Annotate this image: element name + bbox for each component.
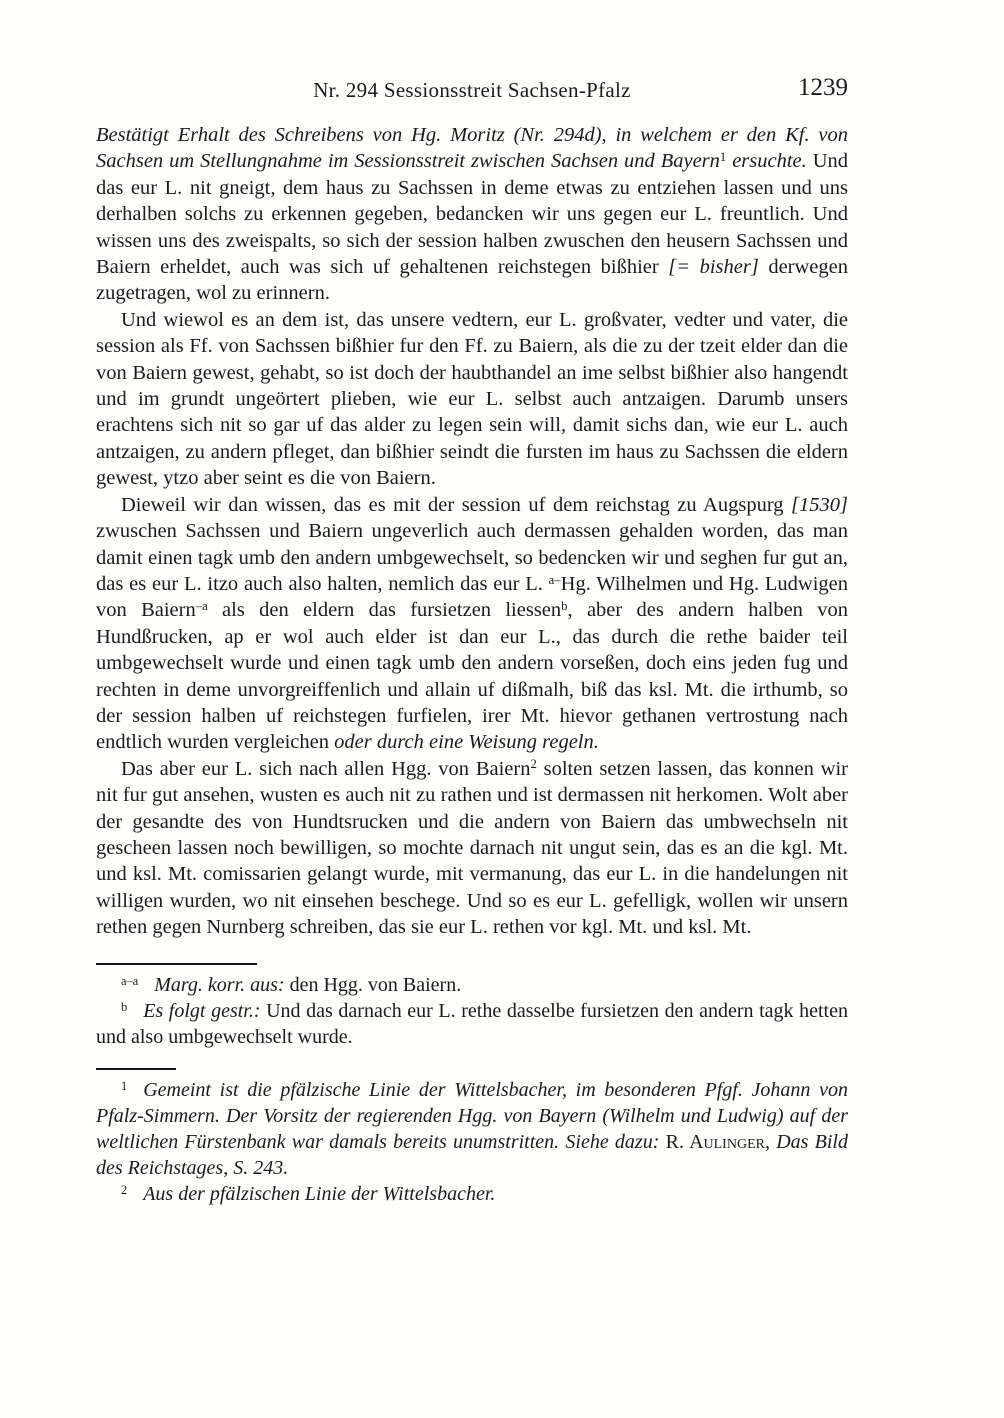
text-segment: den Hgg. von Baiern. xyxy=(284,973,462,996)
text-segment: Das Bild des Reichstages, S. 243. xyxy=(96,1130,848,1179)
paragraph xyxy=(96,756,848,941)
apparatus-marker: b xyxy=(121,1000,128,1015)
text-segment: [1530] xyxy=(791,493,848,516)
text-segment: oder durch eine Weisung regeln. xyxy=(334,731,599,754)
footnote-marker: a– xyxy=(548,572,561,587)
footnote-marker: –a xyxy=(195,598,208,613)
text-segment: solten setzen lassen, das konnen wir nit fur gut ansehen, wusten es auch nit zu rathen und ist dermassen nit herkomen. Wolt aber der gesandte des von Hundtsrucken und die andern von Baiern das umbwechseln nit gescheen lassen noch bewilligen, so mochte darnach nit ungut sein, das es an die kgl. Mt. und ksl. Mt. comissarien gelangt wurde, mit vermanung, das eur L. in die handelungen nit willigen wurden, wo nit einsehen beschege. Und so es eur L. gefelligk, wollen wir unsern rethen gegen Nurnberg schreiben, das sie eur L. rethen vor kgl. Mt. und ksl. Mt. xyxy=(96,757,848,939)
running-header xyxy=(96,74,848,122)
text-segment: Bestätigt Erhalt des Schreibens von Hg. Moritz (Nr. 294d), in welchem er den Kf. von Sachsen um Stellungnahme im Sessionsstreit zwischen Sachsen und Bayern xyxy=(96,124,848,173)
footnote-entries xyxy=(96,1077,848,1207)
apparatus-section xyxy=(96,963,848,1050)
text-segment: derwegen zugetragen, wol zu erinnern. xyxy=(96,256,849,305)
text-segment: ersuchte. xyxy=(726,150,807,173)
text-segment: Und das eur L. nit gneigt, dem haus zu Sachssen in deme etwas zu entziehen lassen und uns derhalben solchs zu erkennen gegeben, bedancken wir uns gegen eur L. freuntlich. Und wissen uns des zweispalts, so sich der session halben zwuschen den heusern Sachssen und Baiern erheldet, auch was sich uf gehaltenen reichstegen bißhier xyxy=(96,150,849,279)
note-entry xyxy=(96,1181,848,1207)
paragraph xyxy=(96,307,848,492)
apparatus-separator-rule xyxy=(96,963,257,965)
text-segment: [= bisher] xyxy=(668,256,759,279)
text-segment: Und wiewol es an dem ist, das unsere vedtern, eur L. großvater, vedter und vater, die session als Ff. von Sachssen bißhier fur den Ff. zu Baiern, als die zu der tzeit elder dan die von Baiern gewest, gehabt, so ist doch der haubthandel an ime selbst bißhier also hangendt und im grundt ungeörtert plieben, wie eur L. selbst auch antzaigen. Darumb unsers erachtens sich nit so gar uf das alder zu legen sein will, damit sichs dan, wie eur L. auch antzaigen, zu andern pfleget, dan bißhier seindt die fursten im haus zu Sachssen die eldern gewest, ytzo aber seint es die von Baiern. xyxy=(96,308,848,490)
header-title: Nr. 294 Sessionsstreit Sachsen-Pfalz xyxy=(313,78,631,102)
text-segment: als den eldern das fursietzen liessen xyxy=(207,599,562,622)
footnote-number-marker: 1 xyxy=(121,1079,128,1094)
footnotes-section xyxy=(96,1068,848,1207)
note-entry xyxy=(96,998,848,1050)
text-segment: R. Aulinger, xyxy=(665,1130,770,1153)
text-segment: Gemeint ist die pfälzische Linie der Wittelsbacher, im besonderen Pfgf. Johann von Pfalz-Simmern. Der Vorsitz der regierenden Hgg. von Bayern (Wilhelm und Ludwig) auf der weltlichen Fürstenbank war damals bereits unumstritten. Siehe dazu: xyxy=(96,1078,848,1153)
footnote-number-marker: 2 xyxy=(121,1183,128,1198)
paragraph xyxy=(96,492,848,756)
text-segment: zwuschen Sachssen und Baiern ungeverlich auch dermassen gehalden worden, das man damit einen tagk umb den andern umbgewechselt, so bedencken wir und seghen fur gut an, das es eur L. itzo auch also halten, nemlich das eur L. xyxy=(96,520,848,595)
text-segment: Und das darnach eur L. rethe dasselbe fursietzen den andern tagk hetten und also umbgewechselt wurde. xyxy=(96,999,848,1048)
text-segment: Aus der pfälzischen Linie der Wittelsbacher. xyxy=(143,1182,496,1205)
footnote-marker: b xyxy=(561,598,568,613)
note-entry xyxy=(96,1077,848,1181)
text-segment: Marg. korr. aus: xyxy=(154,973,285,996)
paragraph xyxy=(96,122,848,307)
footnote-marker: 1 xyxy=(719,150,727,165)
footnote-marker: 2 xyxy=(530,757,537,772)
text-segment: , aber des andern halben von Hundßrucken, ap er wol auch elder ist dan eur L., das durch die rethe baider teil umbgewechselt wurde und einen tagk umb den andern vorseßen, doch eins jeden fug und rechten in deme unvorgreiffenlich und allain uf dißmalh, biß das ksl. Mt. die irthumb, so der session halben uf reichstegen furfielen, irer Mt. hievor gethanen vertrostung nach endtlich wurden vergleichen xyxy=(96,599,848,754)
text-segment: Dieweil wir dan wissen, das es mit der session uf dem reichstag zu Augspurg xyxy=(121,493,792,516)
text-segment: Es folgt gestr.: xyxy=(143,999,261,1022)
text-segment: Das aber eur L. sich nach allen Hgg. von Baiern xyxy=(121,757,531,780)
text-segment: Hg. Wilhelmen und Hg. Ludwigen von Baiern xyxy=(96,572,848,622)
body-text xyxy=(96,122,848,941)
footnotes-separator-rule xyxy=(96,1068,176,1070)
apparatus-entries xyxy=(96,972,848,1050)
note-entry xyxy=(96,972,848,998)
page-number: 1239 xyxy=(798,74,848,101)
text-column xyxy=(96,74,849,1207)
apparatus-marker: a–a xyxy=(121,974,139,989)
